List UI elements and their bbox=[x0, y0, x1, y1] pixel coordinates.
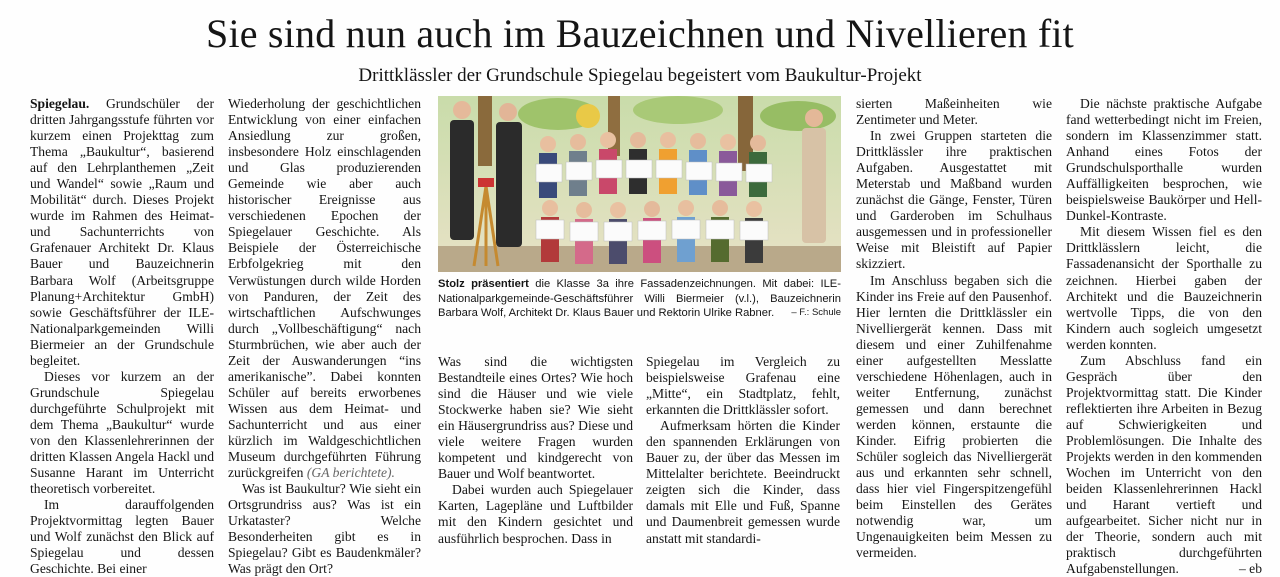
text-column-2 bbox=[228, 96, 421, 577]
paragraph: Dabei wurden auch Spiegelauer Karten, Lagepläne und Luftbilder mit den Kindern gesichtet und ausführlich besprochen. Dass in bbox=[438, 482, 633, 546]
paragraph: Dieses vor kurzem an der Grundschule Spiegelau durchgeführte Schulprojekt mit dem Thema „Baukultur“ wurde von den Klassenlehrerinnen der dritten Klassen Angela Hackl und Susanne Harant im Unterricht theoretisch vorbereitet. bbox=[30, 368, 214, 497]
photo-caption bbox=[438, 277, 841, 321]
dateline: Spiegelau. bbox=[30, 96, 90, 111]
paragraph: Wiederholung der geschichtlichen Entwicklung von einer einfachen Ansiedlung zur großen, insbesondere Holz einschlagenden und Glas produzierenden Gemeinde wie aber auch historischer Ereignisse aus verschiedenen Epochen der Spiegelauer Geschichte. Als Beispiele der Österreichische Erbfolgekrieg mit den Verwüstungen durch wilde Horden von Panduren, der Zeit des wirtschaftlichen Aufschwunges durch „Vollbeschäftigung“ nach Sturmbrüchen, wie aber auch der Zeit der Auswanderungen “ins amerikanische”. Dabei konnten Schüler auf bereits erworbenes Wissen aus dem Heimat- und Sachunterricht und aus einer kürzlich im Waldgeschichtlichen Museum durchgeführten Führung zurückgreifen (GA berichtete). bbox=[228, 96, 421, 481]
paragraph: Was ist Baukultur? Wie sieht ein Ortsgrundriss aus? Was ist ein Urkataster? Welche Besonderheiten gibt es in Spiegelau? Gibt es Baudenkmäler? Was prägt den Ort? bbox=[228, 481, 421, 577]
paragraph: Zum Abschluss fand ein Gespräch über den Projektvormittag statt. Die Kinder reflektierten ihre Arbeiten in Bezug auf Schwierigkeiten und Problemlösungen. Die Inhalte des Projekts werden in den kommenden Wochen im Unterricht von den beiden Klassenlehrerinnen Hackl und Harant vertieft und aufgearbeitet. Sicher nicht nur in der Theorie, sondern auch mit praktisch durchgeführten Aufgabenstellungen. – eb bbox=[1066, 352, 1262, 577]
text-column-4 bbox=[646, 354, 840, 547]
paragraph: Spiegelau im Vergleich zu beispielsweise Grafenau eine „Mitte“, ein Stadtplatz, fehlt, erkannten die Drittklässler sofort. bbox=[646, 354, 840, 418]
article-headline: Sie sind nun auch im Bauzeichnen und Nivellieren fit bbox=[206, 11, 1074, 56]
paragraph: Aufmerksam hörten die Kinder den spannenden Erklärungen von Bauer zu, der über das Messen im Mittelalter berichtete. Beeindruckt zeigten sich die Kinder, dass damals mit Elle und Fuß, Spanne und Daumenbreit gemessen wurde anstatt mit standardi- bbox=[646, 418, 840, 546]
class-photo bbox=[438, 96, 841, 272]
caption-lead: Stolz präsentiert bbox=[438, 278, 529, 290]
paragraph: In zwei Gruppen starteten die Drittklässler ihre praktischen Aufgaben. Ausgestattet mit Meterstab und Maßband wurden zunächst die Gänge, Fenster, Türen und Garderoben im Schulhaus ausgemessen und in professioneller Weise mit Bleistift auf Papier skizziert. bbox=[856, 128, 1052, 272]
paragraph: Was sind die wichtigsten Bestandteile eines Ortes? Wie hoch sind die Häuser und wie viele Stockwerke haben sie? Wie sieht ein Häusergrundriss aus? Diese und viele weitere Fragen wurden kompetent und kindgerecht von Bauer und Wolf beantwortet. bbox=[438, 354, 633, 482]
paragraph: sierten Maßeinheiten wie Zentimeter und Meter. bbox=[856, 96, 1052, 128]
paragraph: Im darauffolgenden Projektvormittag legten Bauer und Wolf zunächst den Blick auf Spiegelau und dessen Geschichte. Bei einer bbox=[30, 497, 214, 577]
paragraph: Mit diesem Wissen fiel es den Drittklässlern leicht, die Fassadenansicht der Sporthalle zu zeichnen. Hierbei gaben der Architekt und die Bauzeichnerin wertvolle Tipps, die von den Kindern auch sogleich umgesetzt werden konnten. bbox=[1066, 224, 1262, 352]
text-column-1 bbox=[30, 96, 214, 577]
article-subheadline: Drittklässler der Grundschule Spiegelau begeistert vom Baukultur-Projekt bbox=[358, 65, 922, 86]
caption-text: die Klasse 3a ihre Fassadenzeichnungen. Mit dabei: ILE-Nationalparkgemeinde-Geschäftsführer Willi Biermeier (v.l.), Bauzeichnerin Barbara Wolf, Architekt Dr. Klaus Bauer und Rektorin Ulrike Rabner. bbox=[438, 278, 841, 319]
paragraph: Die nächste praktische Aufgabe fand wetterbedingt nicht im Freien, sondern im Klassenzimmer statt. Anhand eines Fotos der Grundschulsporthalle wurden Auffälligkeiten besprochen, wie beispielsweise Baukörper und Hell-Dunkel-Kontraste. bbox=[1066, 96, 1262, 224]
text-column-3 bbox=[438, 354, 633, 547]
text-column-6 bbox=[1066, 96, 1262, 577]
class-photo-illustration bbox=[438, 96, 841, 272]
photo-credit: – F.: Schule bbox=[791, 307, 841, 318]
paragraph: Im Anschluss begaben sich die Kinder ins Freie auf den Pausenhof. Hier lernten die Drittklässler ein Nivelliergerät kennen. Dass mit diesem und einer Zuhilfenahme einer aufgestellten Messlatte verschiedene Höhenlagen, auch in weiter Entfernung, zunächst gemessen und dann berechnet werden können, erstaunte die Kinder. Eifrig probierten die Schüler sogleich das Nivelliergerät aus und erkannten sehr schnell, dass hier viel Fingerspitzengefühl beim Einstellen des Gerätes notwendig war, um Ungenauigkeiten beim Messen zu vermeiden. bbox=[856, 272, 1052, 561]
paragraph: Spiegelau. Grundschüler der dritten Jahrgangsstufe führten vor kurzem einen Projekttag zum Thema „Baukultur“, basierend auf den Lehrplanthemen „Zeit und Wandel“ sowie „Raum und Mobilität“ durch. Dieses Projekt wurde im Rahmen des Heimat- und Sachunterrichts von Grafenauer Architekt Dr. Klaus Bauer und Bauzeichnerin Barbara Wolf (Arbeitsgruppe Planung+Architektur GmbH) sowie Geschäftsführer der ILE-Nationalparkgemeinden Willi Biermeier an der Grundschule begleitet. bbox=[30, 96, 214, 368]
text-column-5 bbox=[856, 96, 1052, 561]
reference-note: (GA berichtete). bbox=[306, 465, 395, 481]
author-signoff: – eb bbox=[1238, 561, 1262, 577]
